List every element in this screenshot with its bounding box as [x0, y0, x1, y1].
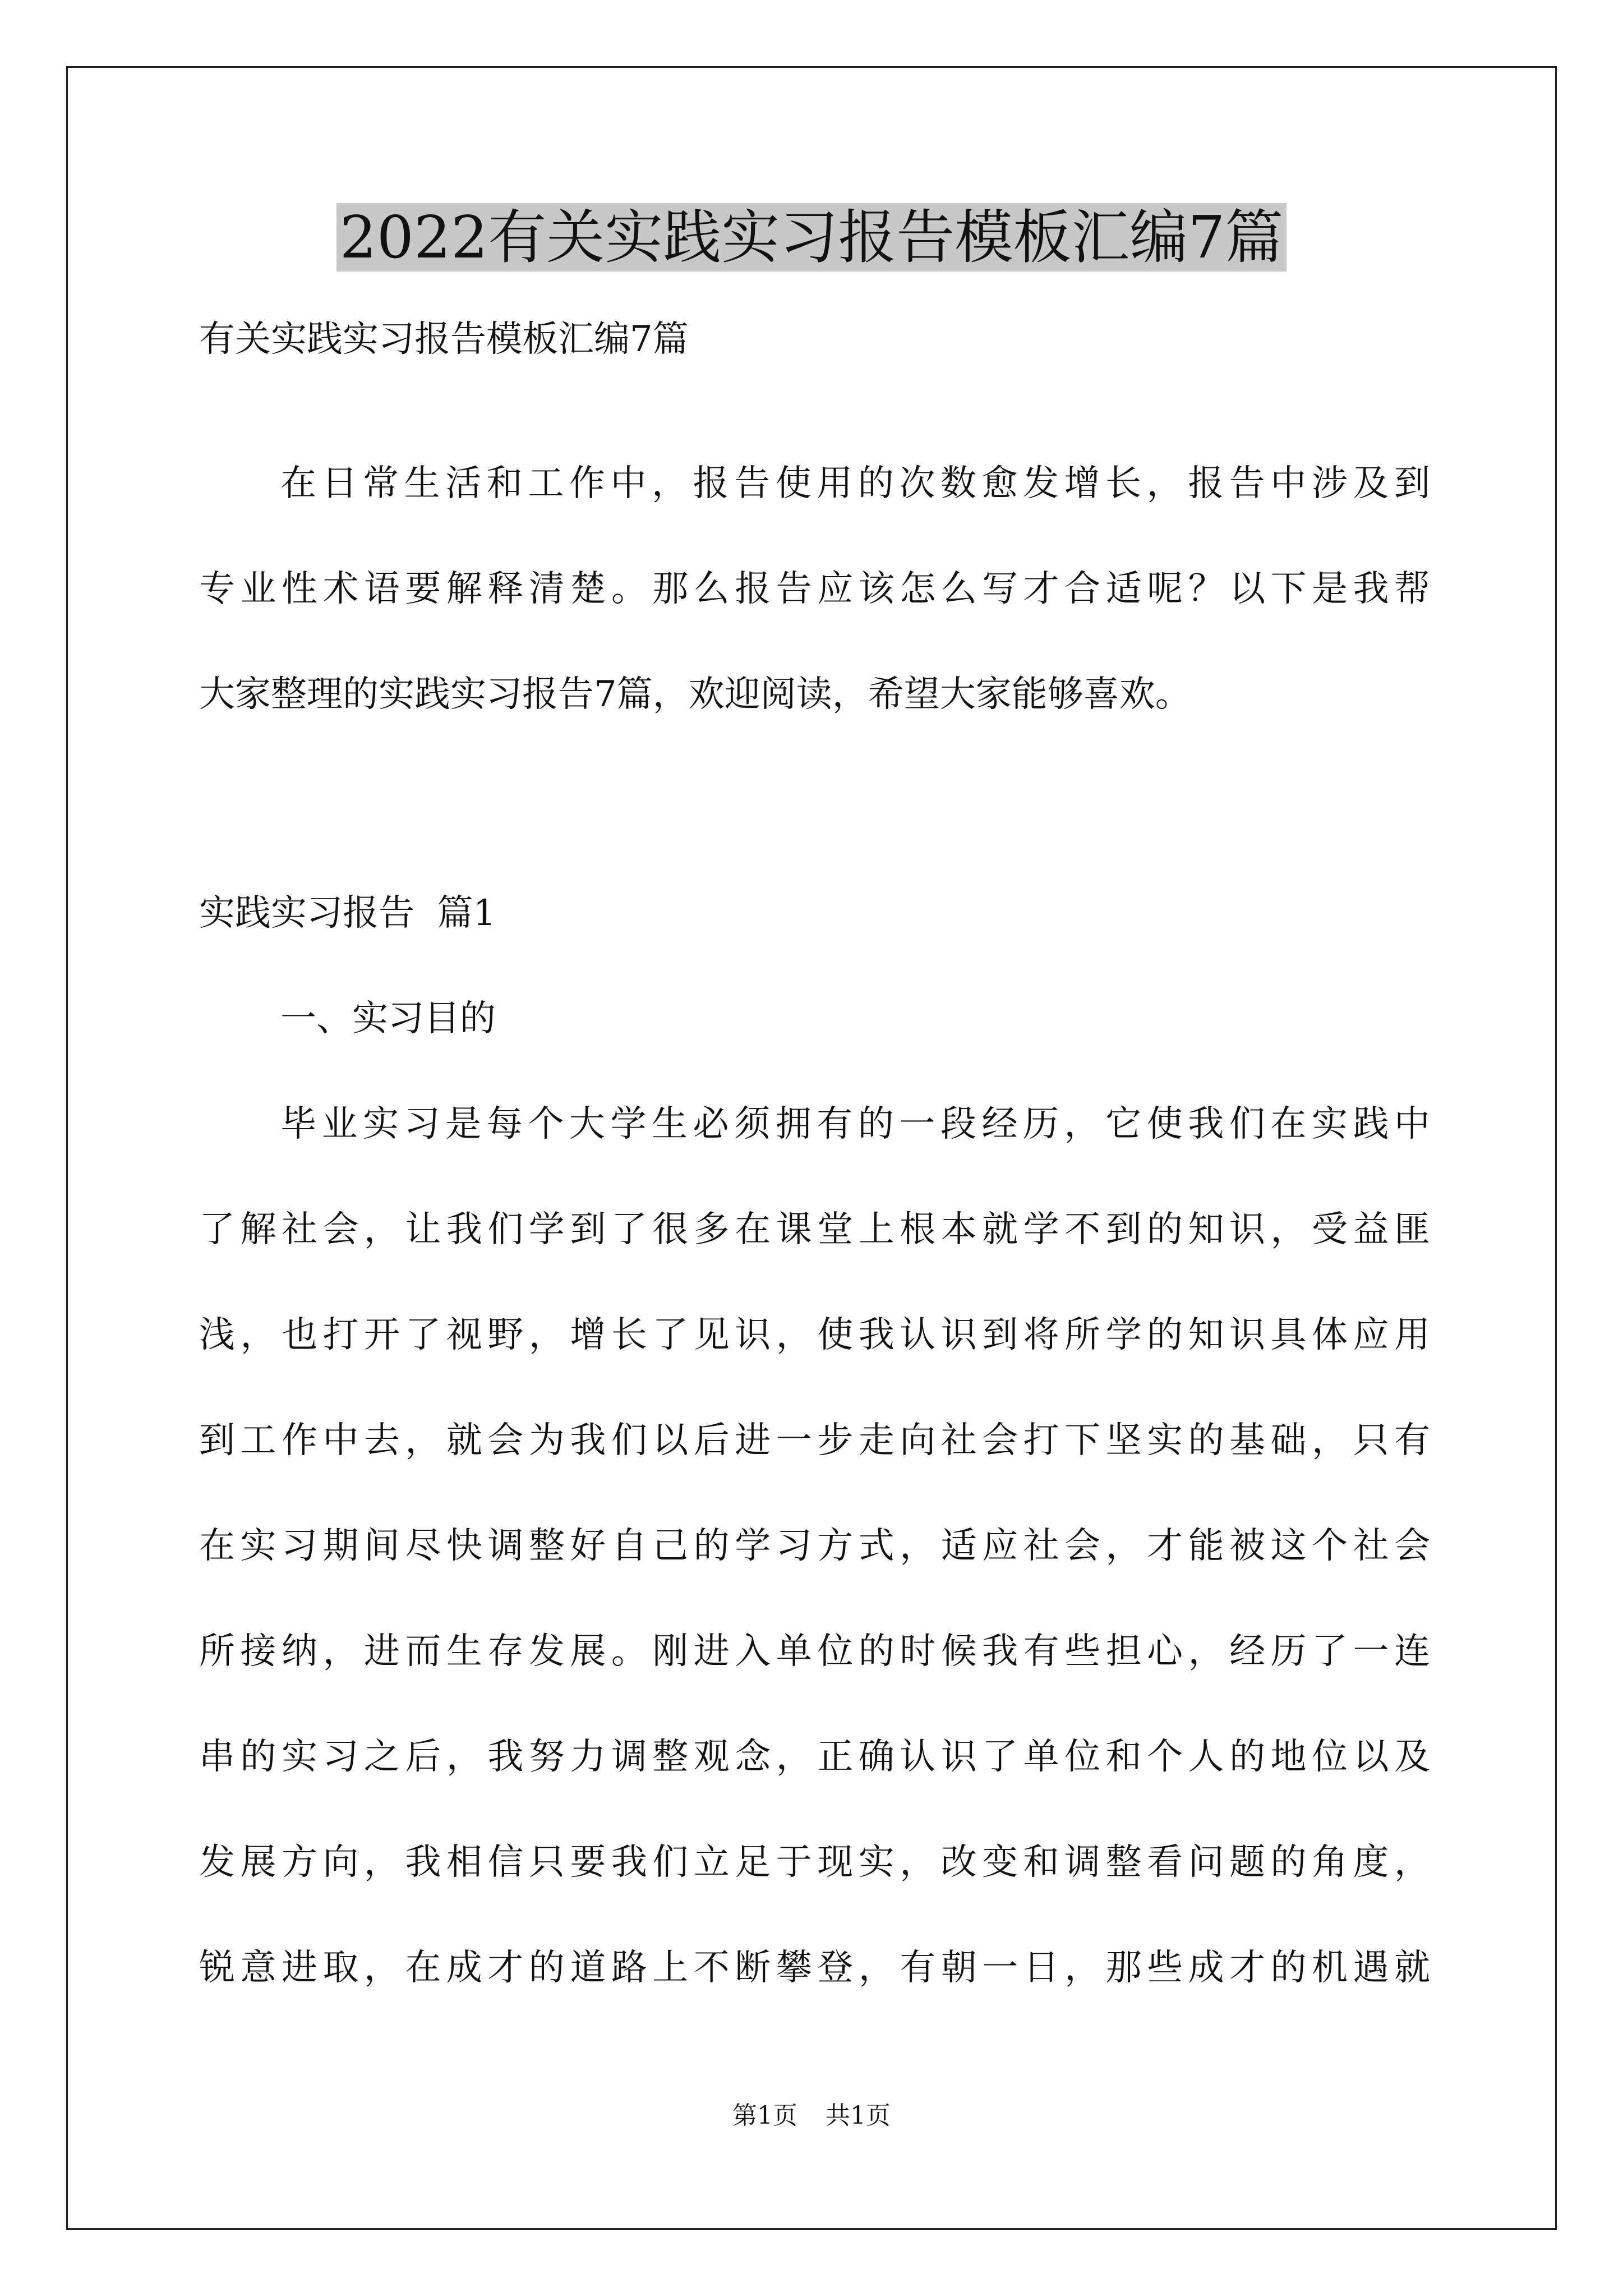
document-title	[0, 195, 1623, 279]
body-line: 到工作中去，就会为我们以后进一步走向社会打下坚实的基础，只有	[199, 1420, 1430, 1461]
body-line: 毕业实习是每个大学生必须拥有的一段经历，它使我们在实践中	[280, 1103, 1430, 1145]
page-number-current: 第1页	[732, 2101, 797, 2130]
body-line: 在实习期间尽快调整好自己的学习方式，适应社会，才能被这个社会	[199, 1525, 1430, 1567]
document-title-text: 2022有关实践实习报告模板汇编7篇	[336, 203, 1287, 272]
page-footer	[0, 2099, 1623, 2133]
body-line: 锐意进取，在成才的道路上不断攀登，有朝一日，那些成才的机遇就	[199, 1947, 1430, 1989]
intro-line: 专业性术语要解释清楚。那么报告应该怎么写才合适呢？以下是我帮	[199, 568, 1430, 610]
sub-heading: 一、实习目的	[280, 998, 496, 1039]
page-number-total: 共1页	[826, 2101, 891, 2130]
body-line: 所接纳，进而生存发展。刚进入单位的时候我有些担心，经历了一连	[199, 1631, 1430, 1672]
body-line: 发展方向，我相信只要我们立足于现实，改变和调整看问题的角度，	[199, 1842, 1430, 1883]
section-heading: 实践实习报告 篇1	[199, 892, 496, 934]
document-subtitle: 有关实践实习报告模板汇编7篇	[199, 319, 689, 360]
intro-line: 在日常生活和工作中，报告使用的次数愈发增长，报告中涉及到	[280, 463, 1430, 504]
intro-line: 大家整理的实践实习报告7篇，欢迎阅读，希望大家能够喜欢。	[199, 674, 1191, 715]
body-line: 了解社会，让我们学到了很多在课堂上根本就学不到的知识，受益匪	[199, 1209, 1430, 1250]
body-line: 浅，也打开了视野，增长了见识，使我认识到将所学的知识具体应用	[199, 1314, 1430, 1356]
body-line: 串的实习之后，我努力调整观念，正确认识了单位和个人的地位以及	[199, 1736, 1430, 1778]
